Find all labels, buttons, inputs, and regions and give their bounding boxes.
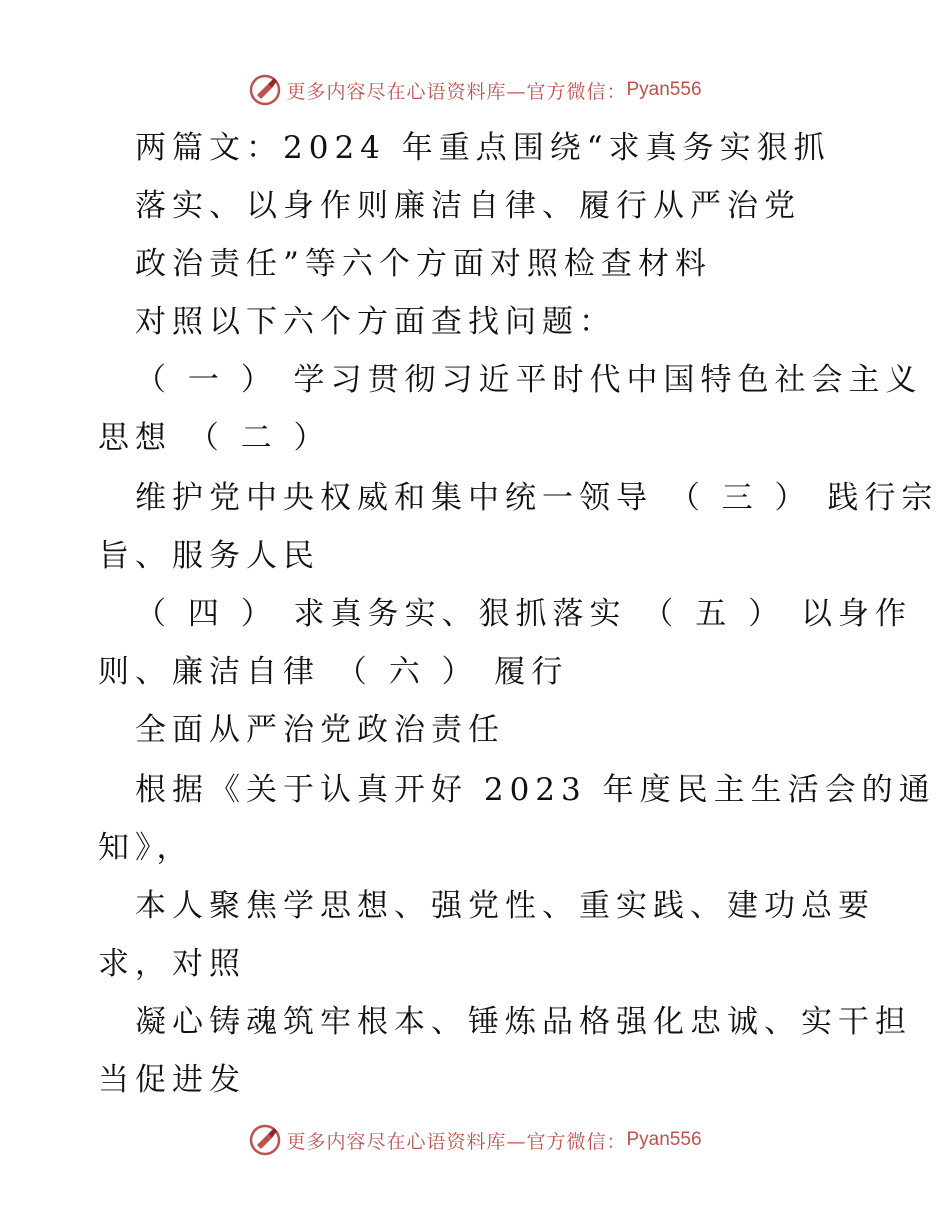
pen-logo-icon [248, 1123, 282, 1157]
paragraph-line: 凝心铸魂筑牢根本、锤炼品格强化忠诚、实干担 [135, 1004, 912, 1040]
paragraph-line: （ 一 ） 学习贯彻习近平时代中国特色社会主义 [135, 362, 923, 398]
paragraph-line: 本人聚焦学思想、强党性、重实践、建功总要 [135, 888, 875, 924]
title-line-3: 政治责任”等六个方面对照检查材料 [135, 246, 712, 282]
paragraph-line: 思想 （ 二 ） [98, 420, 331, 456]
paragraph-line: （ 四 ） 求真务实、狠抓落实 （ 五 ） 以身作 [135, 596, 912, 632]
watermark-wechat-id: Pyan556 [626, 1129, 702, 1150]
title-line-1: 两篇文：2024 年重点围绕“求真务实狠抓 [135, 130, 831, 166]
paragraph-line: 旨、服务人民 [98, 538, 320, 574]
title-line-2: 落实、以身作则廉洁自律、履行从严治党 [135, 188, 801, 224]
paragraph-line: 则、廉洁自律 （ 六 ） 履行 [98, 654, 569, 690]
paragraph-line: 维护党中央权威和集中统一领导 （ 三 ） 践行宗 [135, 480, 939, 516]
paragraph-line: 根据《关于认真开好 2023 年度民主生活会的通 [135, 772, 936, 808]
watermark-text: 更多内容尽在心语资料库—官方微信： [286, 80, 627, 103]
footer-watermark [0, 1120, 950, 1160]
watermark-text: 更多内容尽在心语资料库—官方微信： [286, 1130, 627, 1153]
paragraph-line: 全面从严治党政治责任 [135, 712, 505, 748]
paragraph-line: 当促进发 [98, 1062, 246, 1098]
watermark-wechat-id: Pyan556 [626, 79, 702, 100]
paragraph-line: 求，对照 [98, 946, 246, 982]
paragraph-line: 知》， [98, 830, 194, 866]
header-watermark [0, 70, 950, 110]
paragraph-line: 对照以下六个方面查找问题： [135, 304, 616, 340]
pen-logo-icon [248, 73, 282, 107]
